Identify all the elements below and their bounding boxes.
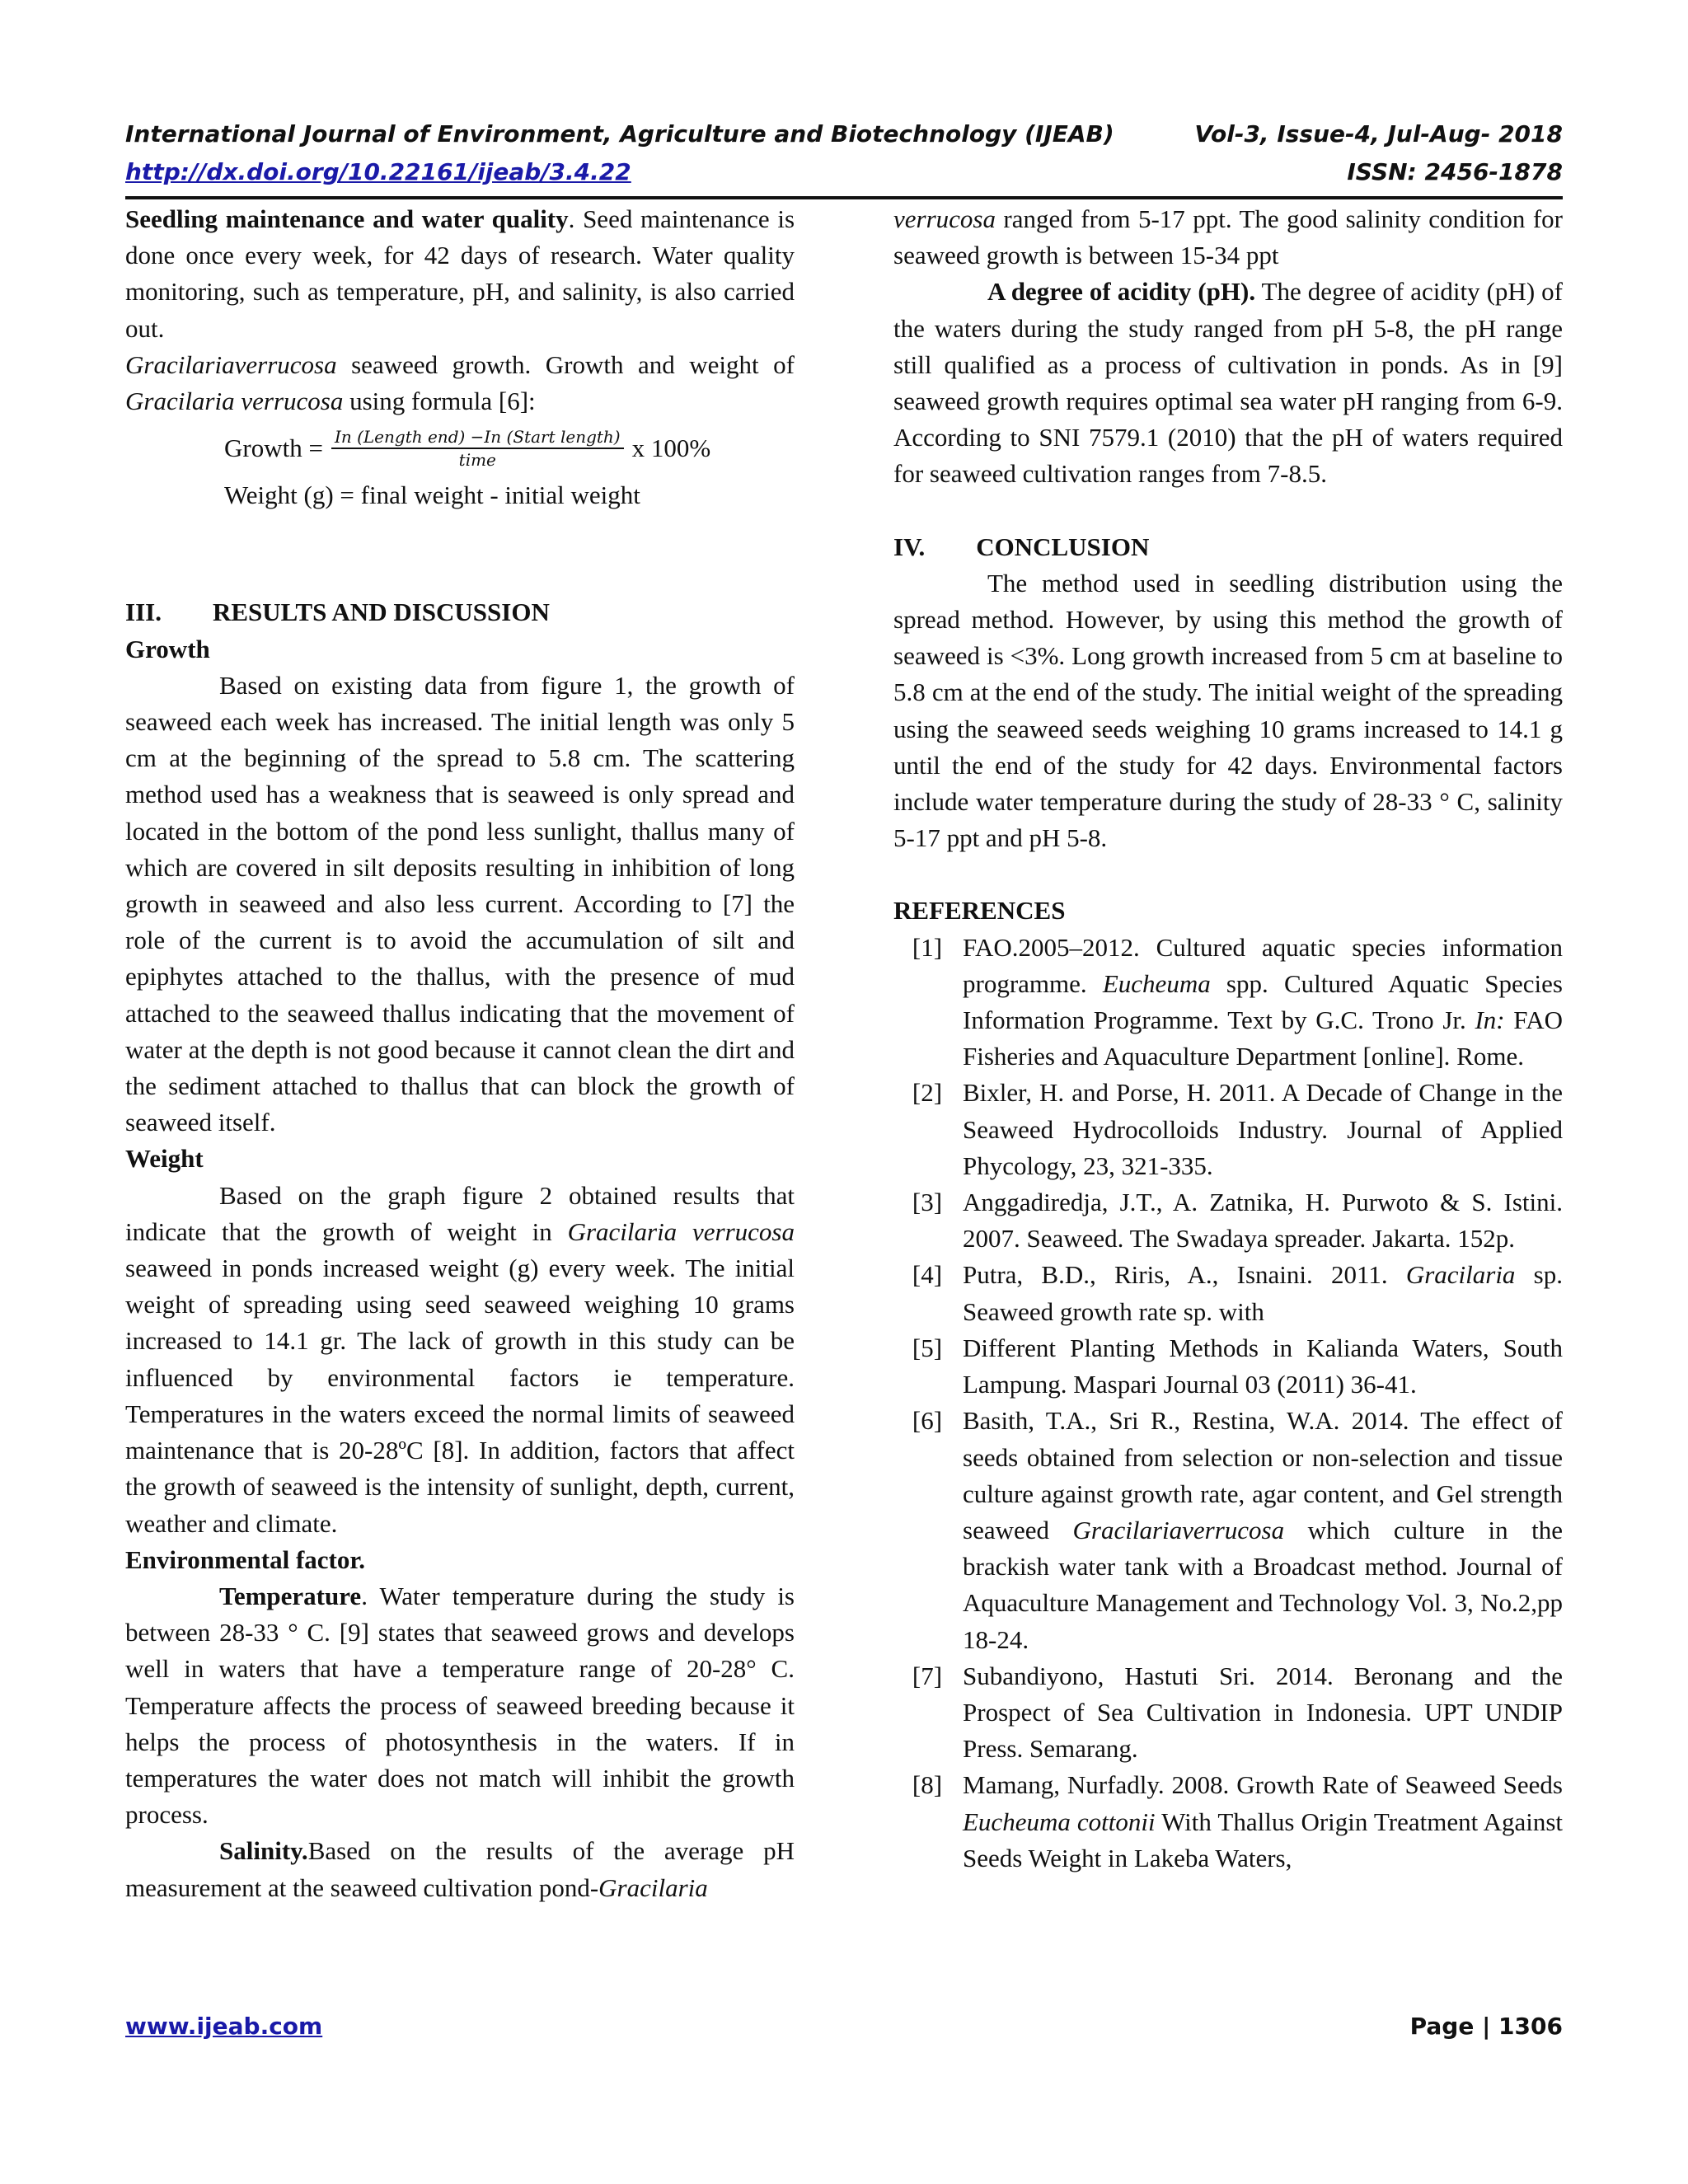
- reference-list: [893, 930, 1563, 1877]
- website-link[interactable]: www.ijeab.com: [125, 2013, 323, 2040]
- formula-fraction: [331, 426, 624, 471]
- reference-item: [3] Anggadiredja, J.T., A. Zatnika, H. Purwoto & S. Istini. 2007. Seaweed. The Swadaya spreader. Jakarta. 152p.: [912, 1188, 1563, 1254]
- running-header: [125, 120, 1563, 148]
- reference-item: [5] Different Planting Methods in Kalianda Waters, South Lampung. Maspari Journal 03 (2011) 36-41.: [912, 1333, 1563, 1399]
- right-column: [893, 201, 1563, 1877]
- growth-formula-intro: Gracilariaverrucosa seaweed growth. Growth and weight of Gracilaria verrucosa using formula [6]:: [125, 349, 795, 416]
- growth-heading: Growth: [125, 634, 210, 663]
- salinity-paragraph: Salinity.Based on the results of the average pH measurement at the seaweed cultivation pond-Gracilaria: [125, 1836, 795, 1902]
- reference-item: [8] Mamang, Nurfadly. 2008. Growth Rate of Seaweed Seeds Eucheuma cottonii With Thallus Origin Treatment Against Seeds Weight in Lakeba Waters,: [912, 1770, 1564, 1872]
- reference-item: [1] FAO.2005–2012. Cultured aquatic species information programme. Eucheuma spp. Cultured Aquatic Species Information Programme. Text by G.C. Trono Jr. In: FAO Fisheries and Aquaculture Department [online]. Rome.: [912, 932, 1563, 1071]
- results-heading: III. RESULTS AND DISCUSSION: [125, 598, 550, 627]
- page-footer: [125, 2013, 1563, 2040]
- reference-item: [7] Subandiyono, Hastuti Sri. 2014. Beronang and the Prospect of Sea Cultivation in Indonesia. UPT UNDIP Press. Semarang.: [912, 1661, 1563, 1764]
- reference-item: [2] Bixler, H. and Porse, H. 2011. A Decade of Change in the Seaweed Hydrocolloids Industry. Journal of Applied Phycology, 23, 321-335.: [912, 1078, 1563, 1180]
- formula-denominator: time: [458, 450, 496, 471]
- weight-paragraph: Based on the graph figure 2 obtained results that indicate that the growth of weight in Gracilaria verrucosa seaweed in ponds increased weight (g) every week. The initial weight of spreading using seed seaweed weighing 10 grams increased to 14.1 gr. The lack of growth in this study can be influenced by environmental factors ie temperature. Temperatures in the waters exceed the normal limits of seaweed maintenance that is 20-28ºC [8]. In addition, factors that affect the growth of seaweed is the intensity of sunlight, depth, current, weather and climate.: [125, 1180, 795, 1538]
- running-header-line2: [125, 158, 1563, 185]
- weight-heading: Weight: [125, 1144, 204, 1174]
- left-column: [125, 201, 795, 1906]
- reference-item: [6] Basith, T.A., Sri R., Restina, W.A. 2014. The effect of seeds obtained from selection or non-selection and tissue culture against growth rate, agar content, and Gel strength seaweed Gracilariaverrucosa which culture in the brackish water tank with a Broadcast method. Journal of Aquaculture Management and Technology Vol. 3, No.2,pp 18-24.: [912, 1406, 1563, 1654]
- reference-item: [4] Putra, B.D., Riris, A., Isnaini. 2011. Gracilaria sp. Seaweed growth rate sp. with: [912, 1260, 1563, 1326]
- journal-title: International Journal of Environment, Agriculture and Biotechnology (IJEAB): [125, 120, 1114, 148]
- issn: ISSN: 2456-1878: [1347, 158, 1563, 185]
- conclusion-heading: IV. CONCLUSION: [893, 532, 1150, 561]
- growth-paragraph: Based on existing data from figure 1, the growth of seaweed each week has increased. The initial length was only 5 cm at the beginning of the spread to 5.8 cm. The scattering method used has a weakness that is seaweed is only spread and located in the bottom of the pond less sunlight, thallus many of which are covered in silt deposits resulting in inhibition of long growth in seaweed and also less current. According to [7] the role of the current is to avoid the accumulation of silt and epiphytes attached to the thallus, with the presence of mud attached to the seaweed thallus indicating that the movement of water at the depth is not good because it cannot clean the dirt and the sediment attached to thallus that can block the growth of seaweed itself.: [125, 670, 795, 1137]
- ph-paragraph: A degree of acidity (pH). The degree of acidity (pH) of the waters during the study ranged from pH 5-8, the pH range still qualified as a process of cultivation in ponds. As in [9] seaweed growth requires optimal sea water pH ranging from 6-9. According to SNI 7579.1 (2010) that the pH of waters required for seaweed cultivation ranges from 7-8.5.: [893, 277, 1563, 489]
- temperature-paragraph: Temperature. Water temperature during the study is between 28-33 ° C. [9] states that seaweed grows and develops well in waters that have a temperature range of 20-28° C. Temperature affects the process of seaweed breeding because it helps the process of photosynthesis in the waters. If in temperatures the water does not match will inhibit the growth process.: [125, 1581, 795, 1830]
- salinity-continued: verrucosa ranged from 5-17 ppt. The good salinity condition for seaweed growth is between 15-34 ppt: [893, 204, 1563, 270]
- environmental-heading: Environmental factor.: [125, 1544, 366, 1574]
- seedling-paragraph: Seedling maintenance and water quality. Seed maintenance is done once every week, for 42 days of research. Water quality monitoring, such as temperature, pH, and salinity, is also carried out.: [125, 204, 795, 343]
- conclusion-paragraph: The method used in seedling distribution using the spread method. However, by using this method the growth of seaweed is <3%. Long growth increased from 5 cm at baseline to 5.8 cm at the end of the study. The initial weight of the spreading using the seaweed seeds weighing 10 grams increased to 14.1 g until the end of the study for 42 days. Environmental factors include water temperature during the study of 28-33 ° C, salinity 5-17 ppt and pH 5-8.: [893, 568, 1563, 853]
- page-number: Page | 1306: [1409, 2013, 1563, 2040]
- weight-formula: Weight (g) = final weight - initial weight: [224, 480, 640, 510]
- volume-issue: Vol-3, Issue-4, Jul-Aug- 2018: [1194, 120, 1563, 148]
- seedling-title: Seedling maintenance and water quality: [125, 204, 569, 233]
- growth-formula: Growth = $\frac{\text{In (Length end) −In (Start length)}}{\text{time}}$ x 100%: [224, 427, 711, 471]
- header-rule: [125, 196, 1563, 199]
- formula-numerator: In (Length end) −In (Start length): [331, 426, 624, 449]
- references-heading: REFERENCES: [893, 896, 1066, 926]
- doi-link[interactable]: http://dx.doi.org/10.22161/ijeab/3.4.22: [125, 158, 631, 185]
